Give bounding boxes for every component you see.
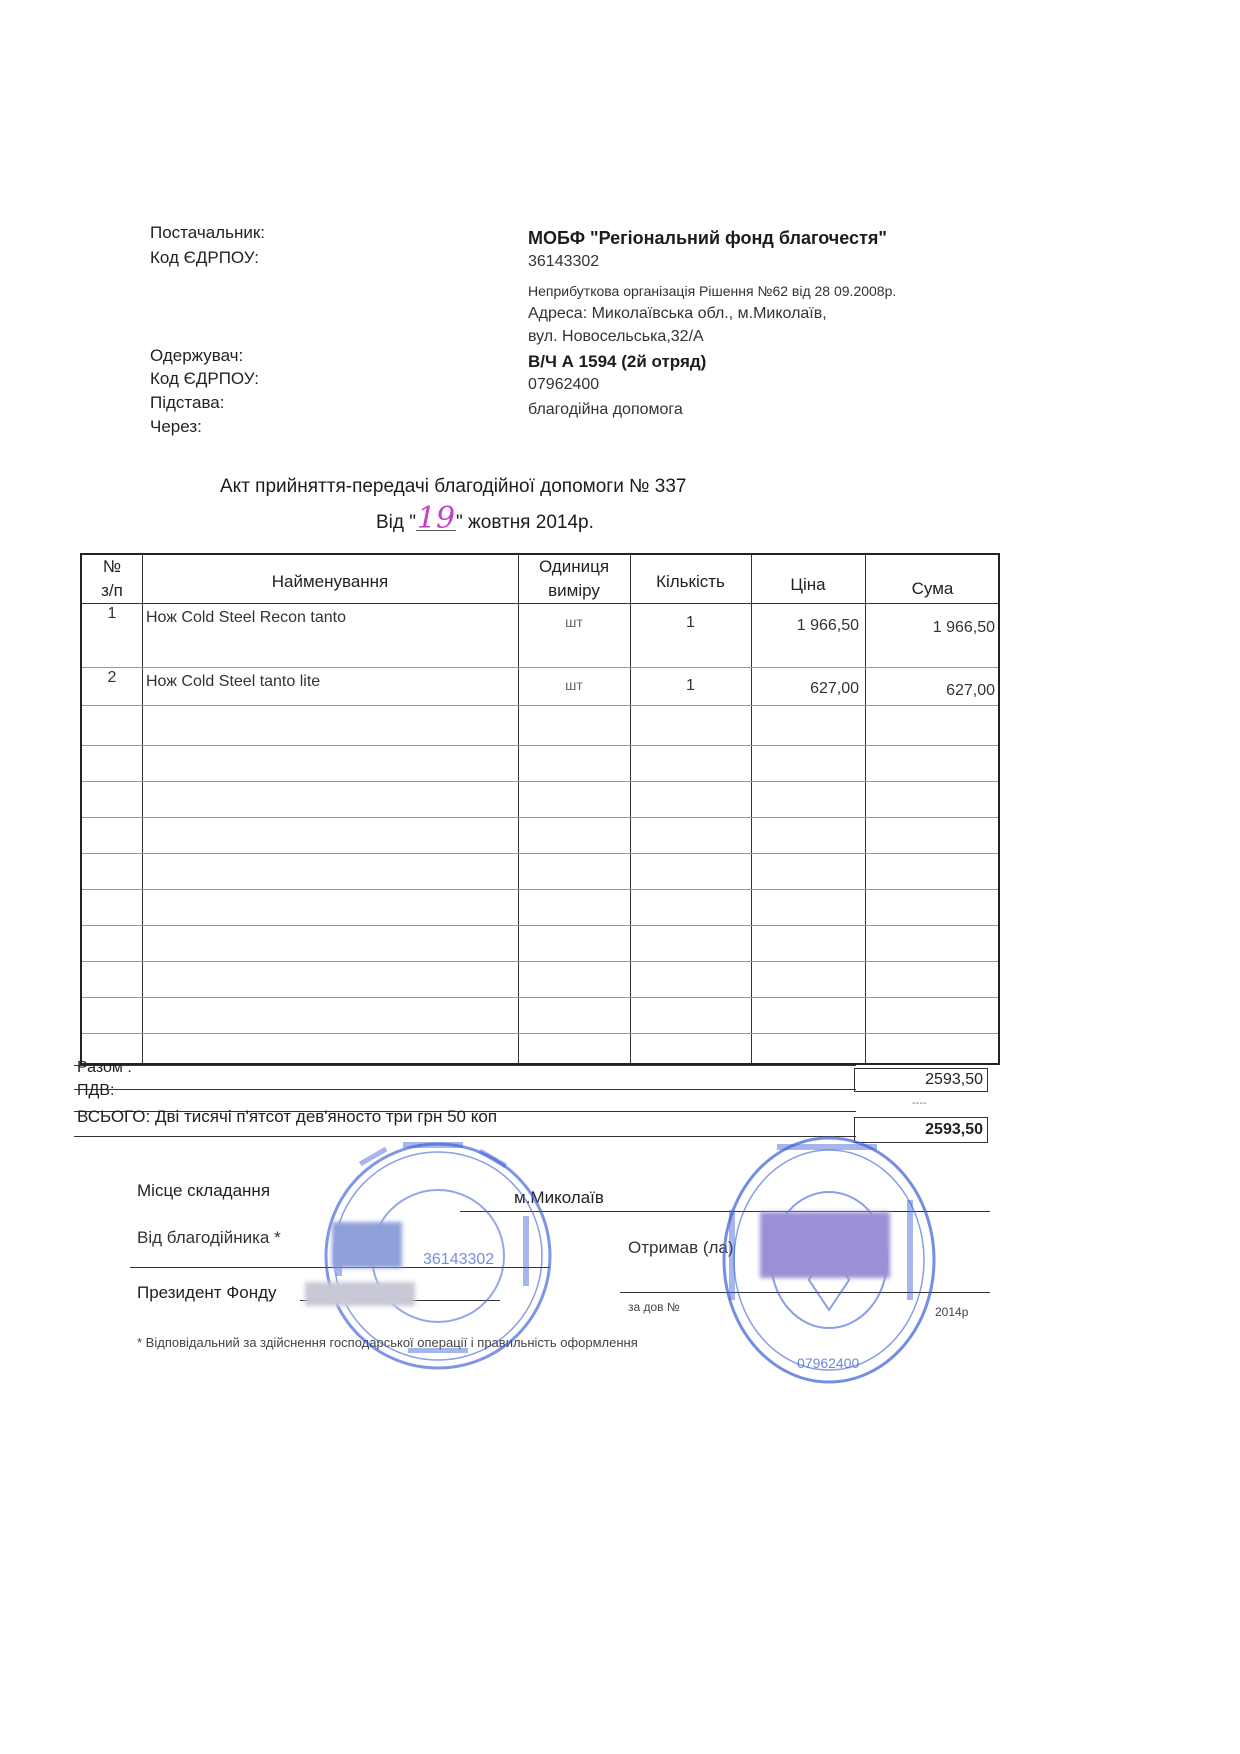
header-sum: Сума xyxy=(911,579,954,598)
row-divider xyxy=(82,925,998,926)
vat-value: ---- xyxy=(912,1097,927,1109)
header-qty: Кількість xyxy=(656,572,725,591)
received-label: Отримав (ла) xyxy=(628,1238,734,1257)
supplier-code-label: Код ЄДРПОУ: xyxy=(150,248,259,267)
act-date-prefix: Від " xyxy=(376,512,417,533)
row-divider xyxy=(82,705,998,706)
col-divider xyxy=(518,555,519,1063)
row2-price: 627,00 xyxy=(810,680,859,697)
header-unit-1: Одиниця xyxy=(538,557,610,576)
subtotal-label: Разом : xyxy=(77,1059,132,1076)
total-value: 2593,50 xyxy=(854,1117,988,1143)
act-date-suffix: " жовтня 2014р. xyxy=(456,512,594,533)
supplier-name: МОБФ "Регіональний фонд благочестя" xyxy=(528,228,887,248)
row-divider xyxy=(82,997,998,998)
row2-unit: шт xyxy=(565,677,583,693)
row-divider xyxy=(82,781,998,782)
recipient-label: Одержувач: xyxy=(150,346,244,365)
row2-num: 2 xyxy=(107,669,117,686)
supplier-label: Постачальник: xyxy=(150,223,265,242)
subtotal-row xyxy=(74,1065,856,1090)
redacted-signature xyxy=(760,1212,890,1278)
total-label: ВСЬОГО: Дві тисячі п'ятсот дев'яносто три грн 50 коп xyxy=(77,1107,498,1126)
via-label: Через: xyxy=(150,417,202,436)
supplier-status: Неприбуткова організація Рішення №62 від 28 09.2008р. xyxy=(528,283,897,299)
row-divider xyxy=(82,603,998,604)
row-divider xyxy=(82,1033,998,1034)
header-unit-2: виміру xyxy=(548,581,600,600)
supplier-address-2: вул. Новосельська,32/А xyxy=(528,328,704,345)
row1-sum: 1 966,50 xyxy=(932,619,995,636)
row2-name: Нож Cold Steel tanto lite xyxy=(146,673,321,690)
items-table xyxy=(80,553,1000,1065)
place-label: Місце складання xyxy=(137,1181,271,1200)
power-year: 2014р xyxy=(935,1305,969,1319)
recipient-name: В/Ч А 1594 (2й отряд) xyxy=(528,352,707,371)
header-num-1: № xyxy=(102,557,122,576)
basis-label: Підстава: xyxy=(150,393,225,412)
row-divider xyxy=(82,889,998,890)
row1-num: 1 xyxy=(107,605,117,622)
act-date-day: 19 xyxy=(416,501,456,536)
row2-sum: 627,00 xyxy=(946,682,995,699)
basis-value: благодійна допомога xyxy=(528,401,683,418)
act-date xyxy=(376,501,594,536)
footnote: * Відповідальний за здійснення господарської операції і правильність оформлення xyxy=(137,1335,638,1350)
col-divider xyxy=(142,555,143,1063)
row1-unit: шт xyxy=(565,614,583,630)
row-divider xyxy=(82,667,998,668)
row2-qty: 1 xyxy=(686,677,695,694)
header-price: Ціна xyxy=(790,575,826,594)
recipient-stamp-code: 07962400 xyxy=(797,1355,860,1371)
row-divider xyxy=(82,745,998,746)
act-title: Акт прийняття-передачі благодійної допомоги № 337 xyxy=(220,476,687,497)
row-divider xyxy=(82,853,998,854)
row-divider xyxy=(82,817,998,818)
recipient-code: 07962400 xyxy=(528,376,600,393)
header-num-2: з/п xyxy=(101,581,123,600)
row1-price: 1 966,50 xyxy=(796,617,859,634)
supplier-address-1: Адреса: Миколаївська обл., м.Миколаїв, xyxy=(528,305,827,322)
row1-name: Нож Cold Steel Recon tanto xyxy=(146,609,346,626)
donor-label: Від благодійника * xyxy=(137,1228,281,1247)
row1-qty: 1 xyxy=(686,614,695,631)
president-label: Президент Фонду xyxy=(137,1283,277,1302)
redacted-signature xyxy=(305,1282,415,1306)
recipient-code-label: Код ЄДРПОУ: xyxy=(150,369,259,388)
supplier-code: 36143302 xyxy=(528,253,600,270)
redacted-signature xyxy=(332,1222,402,1268)
row-divider xyxy=(82,961,998,962)
place-value: м.Миколаїв xyxy=(514,1188,604,1207)
subtotal-value: 2593,50 xyxy=(854,1068,988,1092)
vat-label: ПДВ: xyxy=(77,1082,115,1099)
power-label: за дов № xyxy=(628,1300,680,1314)
header-name: Найменування xyxy=(271,572,389,591)
donor-stamp-code: 36143302 xyxy=(423,1251,495,1268)
